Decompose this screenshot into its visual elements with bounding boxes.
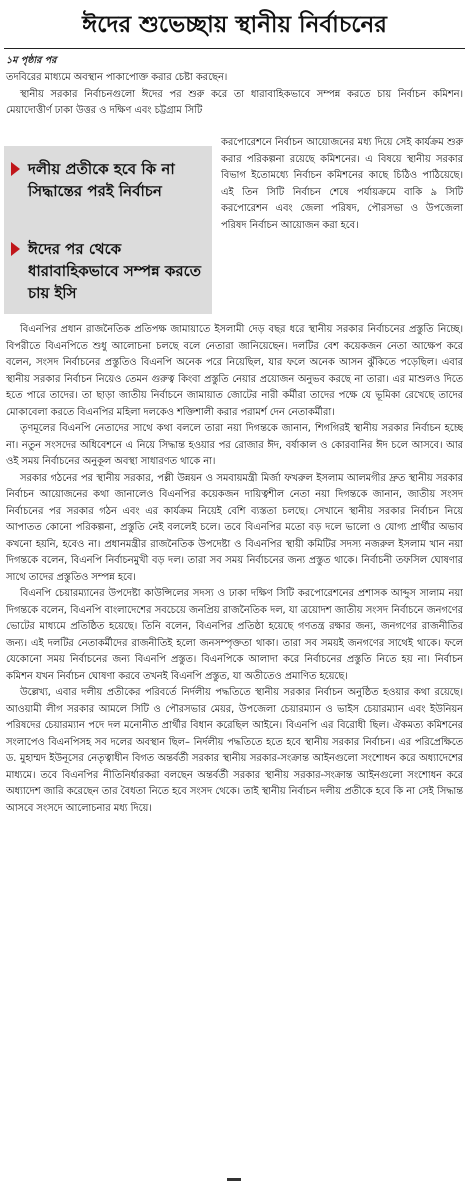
paragraph-2-lead: স্থানীয় সরকার নির্বাচনগুলো ঈদের পর শুরু করে তা ধারাবাহিকভাবে সম্পন্ন করতে চায় নির্বাচন কমিশন। মেয়াদোত্তীর্ণ ঢাকা উত্তর ও দক্ষিণ এবং চট্টগ্রাম সিটি <box>6 88 463 116</box>
paragraph-3: বিএনপির প্রধান রাজনৈতিক প্রতিপক্ষ জামায়াতে ইসলামী দেড় বছর ধরে স্থানীয় সরকার নির্বাচনের প্রস্তুতি নিচ্ছে। বিপরীতে বিএনপিতে শুধু আলোচনা চলছে বলে নেতারা জানিয়েছেন। দলটির বেশ কয়েকজন নেতা আক্ষেপ করে বলেন, সংসদ নির্বাচনের প্রস্তুতিও বিএনপি অনেক পরে নিয়েছিল, যার ফলে অনেক আসন ঝুঁকিতে পড়েছিল। এবার স্থানীয় সরকার নির্বাচন নিয়েও তেমন গুরুত্ব কিংবা প্রস্তুতি নেয়ার প্রয়োজন অনুভব করছে না তারা। এর মাশুলও দিতে হতে পারে তাদের। তা ছাড়া জাতীয় নির্বাচনে জামায়াত জোটের নারী কর্মীরা তাদের পক্ষে যে ভূমিকা রেখেছে তাদের মোকাবেলা করতে বিএনপির মহিলা দলকেও শক্তিশালী করার পরামর্শ দেন নেতাকর্মীরা। <box>6 324 463 418</box>
red-triangle-bullet-icon <box>11 242 20 256</box>
pull-quote-box <box>4 146 212 314</box>
red-triangle-bullet-icon <box>11 162 20 176</box>
end-mark <box>227 1178 241 1181</box>
lead-paragraphs <box>6 70 463 120</box>
pull-quote-1-text: দলীয় প্রতীকে হবে কি না সিদ্ধান্তের পরই নির্বাচন <box>28 160 175 200</box>
paragraph-4: তৃণমূলের বিএনপি নেতাদের সাথে কথা বললে তারা নয়া দিগন্তকে জানান, শিগগিরই স্থানীয় সরকার নির্বাচন হচ্ছে না। নতুন সংসদের অধিবেশনে এ নিয়ে সিদ্ধান্ত হওয়ার পর রোজার ঈদ, বর্ষাকাল ও কোরবানির ঈদ চলে আসবে। আর ওই সময় নির্বাচনের অনুকূল অবস্থা সাধারণত থাকে না। <box>6 423 463 467</box>
paragraph-6: বিএনপি চেয়ারম্যানের উপদেষ্টা কাউন্সিলের সদস্য ও ঢাকা দক্ষিণ সিটি করপোরেশনের প্রশাসক আব্দুস সালাম নয়া দিগন্তকে বলেন, বিএনপি বাংলাদেশের সবচেয়ে জনপ্রিয় রাজনৈতিক দল, যা ত্রয়োদশ জাতীয় সংসদ নির্বাচনে জনগণের ভোটের মাধ্যমে প্রতিষ্ঠিত হয়েছে। তিনি বলেন, বিএনপির প্রতিষ্ঠা হয়েছে গণতন্ত্র রক্ষার জন্য, জনগণের রাজনীতির জন্য। এই দলটির নেতাকর্মীদের রাজনীতিই হলো জনসম্পৃক্ততা থাকা। তারা সব সময়ই জনগণের সাথেই থাকে। ফলে যেকোনো সময় নির্বাচনের জন্য বিএনপি প্রস্তুত। বিএনপিকে আলাদা করে নির্বাচনের প্রস্তুতি নিতে হয় না। নির্বাচন কমিশন যখন নির্বাচন ঘোষণা করবে তখনই বিএনপি প্রস্তুত, যা অতীতেও প্রমাণিত হয়েছে। <box>6 588 463 682</box>
paragraph-7: উল্লেখ্য, এবার দলীয় প্রতীকের পরিবর্তে নির্দলীয় পদ্ধতিতে স্থানীয় সরকার নির্বাচন অনুষ্ঠিত হওয়ার কথা রয়েছে। আওয়ামী লীগ সরকার আমলে সিটি ও পৌরসভার মেয়র, উপজেলা চেয়ারম্যান ও ভাইস চেয়ারম্যান এবং ইউনিয়ন পরিষদের চেয়ারম্যান পদে দল মনোনীত প্রার্থীর বিধান করেছিল আইনে। বিএনপি এর বিরোধী ছিল। ঐকমত্য কমিশনের সংলাপেও বিএনপিসহ সব দলের অবস্থান ছিল– নির্দলীয় পদ্ধতিতে হতে হবে স্থানীয় সরকার নির্বাচন। এর পরিপ্রেক্ষিতে ড. মুহাম্মদ ইউনূসের নেতৃত্বাধীন বিগত অন্তর্বর্তী সরকার স্থানীয় সরকার-সংক্রান্ত আইনগুলো সংশোধন করে অধ্যাদেশের মাধ্যমে। তবে বিএনপির নীতিনির্ধারকরা বলছেন অন্তর্বর্তী সরকার স্থানীয় সরকার-সংক্রান্ত আইনগুলো সংশোধন করে অধ্যাদেশ জারি করেছেন তার বৈধতা নিতে হবে সংসদ থেকে। তাই স্থানীয় নির্বাচন দলীয় প্রতীকে হবে কি না সেই সিদ্ধান্ত আসবে সংসদে আলোচনার মধ্য দিয়ে। <box>6 687 463 814</box>
pull-quote-1 <box>12 158 202 202</box>
continued-from-label: ১ম পৃষ্ঠার পর <box>6 55 57 66</box>
article-body <box>6 322 463 1177</box>
paragraph-1: তদবিরের মাধ্যমে অবস্থান পাকাপোক্ত করার চেষ্টা করছেন। <box>6 72 228 83</box>
paragraph-5: সরকার গঠনের পর স্থানীয় সরকার, পল্লী উন্নয়ন ও সমবায়মন্ত্রী মির্জা ফখরুল ইসলাম আলমগীর দ্রুত স্থানীয় সরকার নির্বাচন আয়োজনের কথা জানালেও বিএনপির কয়েকজন দায়িত্বশীল নেতা নয়া দিগন্তকে জানান, জাতীয় সংসদ নির্বাচনের পর সরকার গঠন এবং এর কার্যক্রম নিয়েই বেশি ব্যস্ততা চলছে। সেখানে স্থানীয় সরকার নির্বাচন নিয়ে আপাতত কোনো পরিকল্পনা, প্রস্তুতি নেই বললেই চলে। তবে বিএনপির মতো বড় দলে ভালো ও যোগ্য প্রার্থীর অভাব কখনো হয়নি, হবেও না। প্রধানমন্ত্রীর রাজনৈতিক উপদেষ্টা ও বিএনপির স্থায়ী কমিটির সদস্য নজরুল ইসলাম খান নয়া দিগন্তকে বলেন, বিএনপি নির্বাচনমুখী বড় দল। তারা সব সময় নির্বাচনের জন্য প্রস্তুত থাকে। নির্বাচনী তফসিল ঘোষণার সাথে তাদের প্রস্তুতিও সম্পন্ন হবে। <box>6 472 463 583</box>
pull-quote-2 <box>12 238 202 304</box>
pull-quote-2-text: ঈদের পর থেকে ধারাবাহিকভাবে সম্পন্ন করতে চায় ইসি <box>28 240 201 302</box>
paragraph-2-wrapped: করপোরেশনে নির্বাচন আয়োজনের মধ্য দিয়ে সেই কার্যক্রম শুরু করার পরিকল্পনা রয়েছে কমিশনের। এ বিষয়ে স্থানীয় সরকার বিভাগ ইতোমধ্যে নির্বাচন কমিশনের কাছে চিঠিও পাঠিয়েছে। এই তিন সিটি নির্বাচন শেষে পর্যায়ক্রমে বাকি ৯ সিটি করপোরেশন এবং জেলা পরিষদ, পৌরসভা ও উপজেলা পরিষদ নির্বাচন আয়োজন করা হবে। <box>221 137 463 231</box>
headline-rule <box>4 48 465 49</box>
headline: ঈদের শুভেচ্ছায় স্থানীয় নির্বাচনের <box>82 11 387 38</box>
